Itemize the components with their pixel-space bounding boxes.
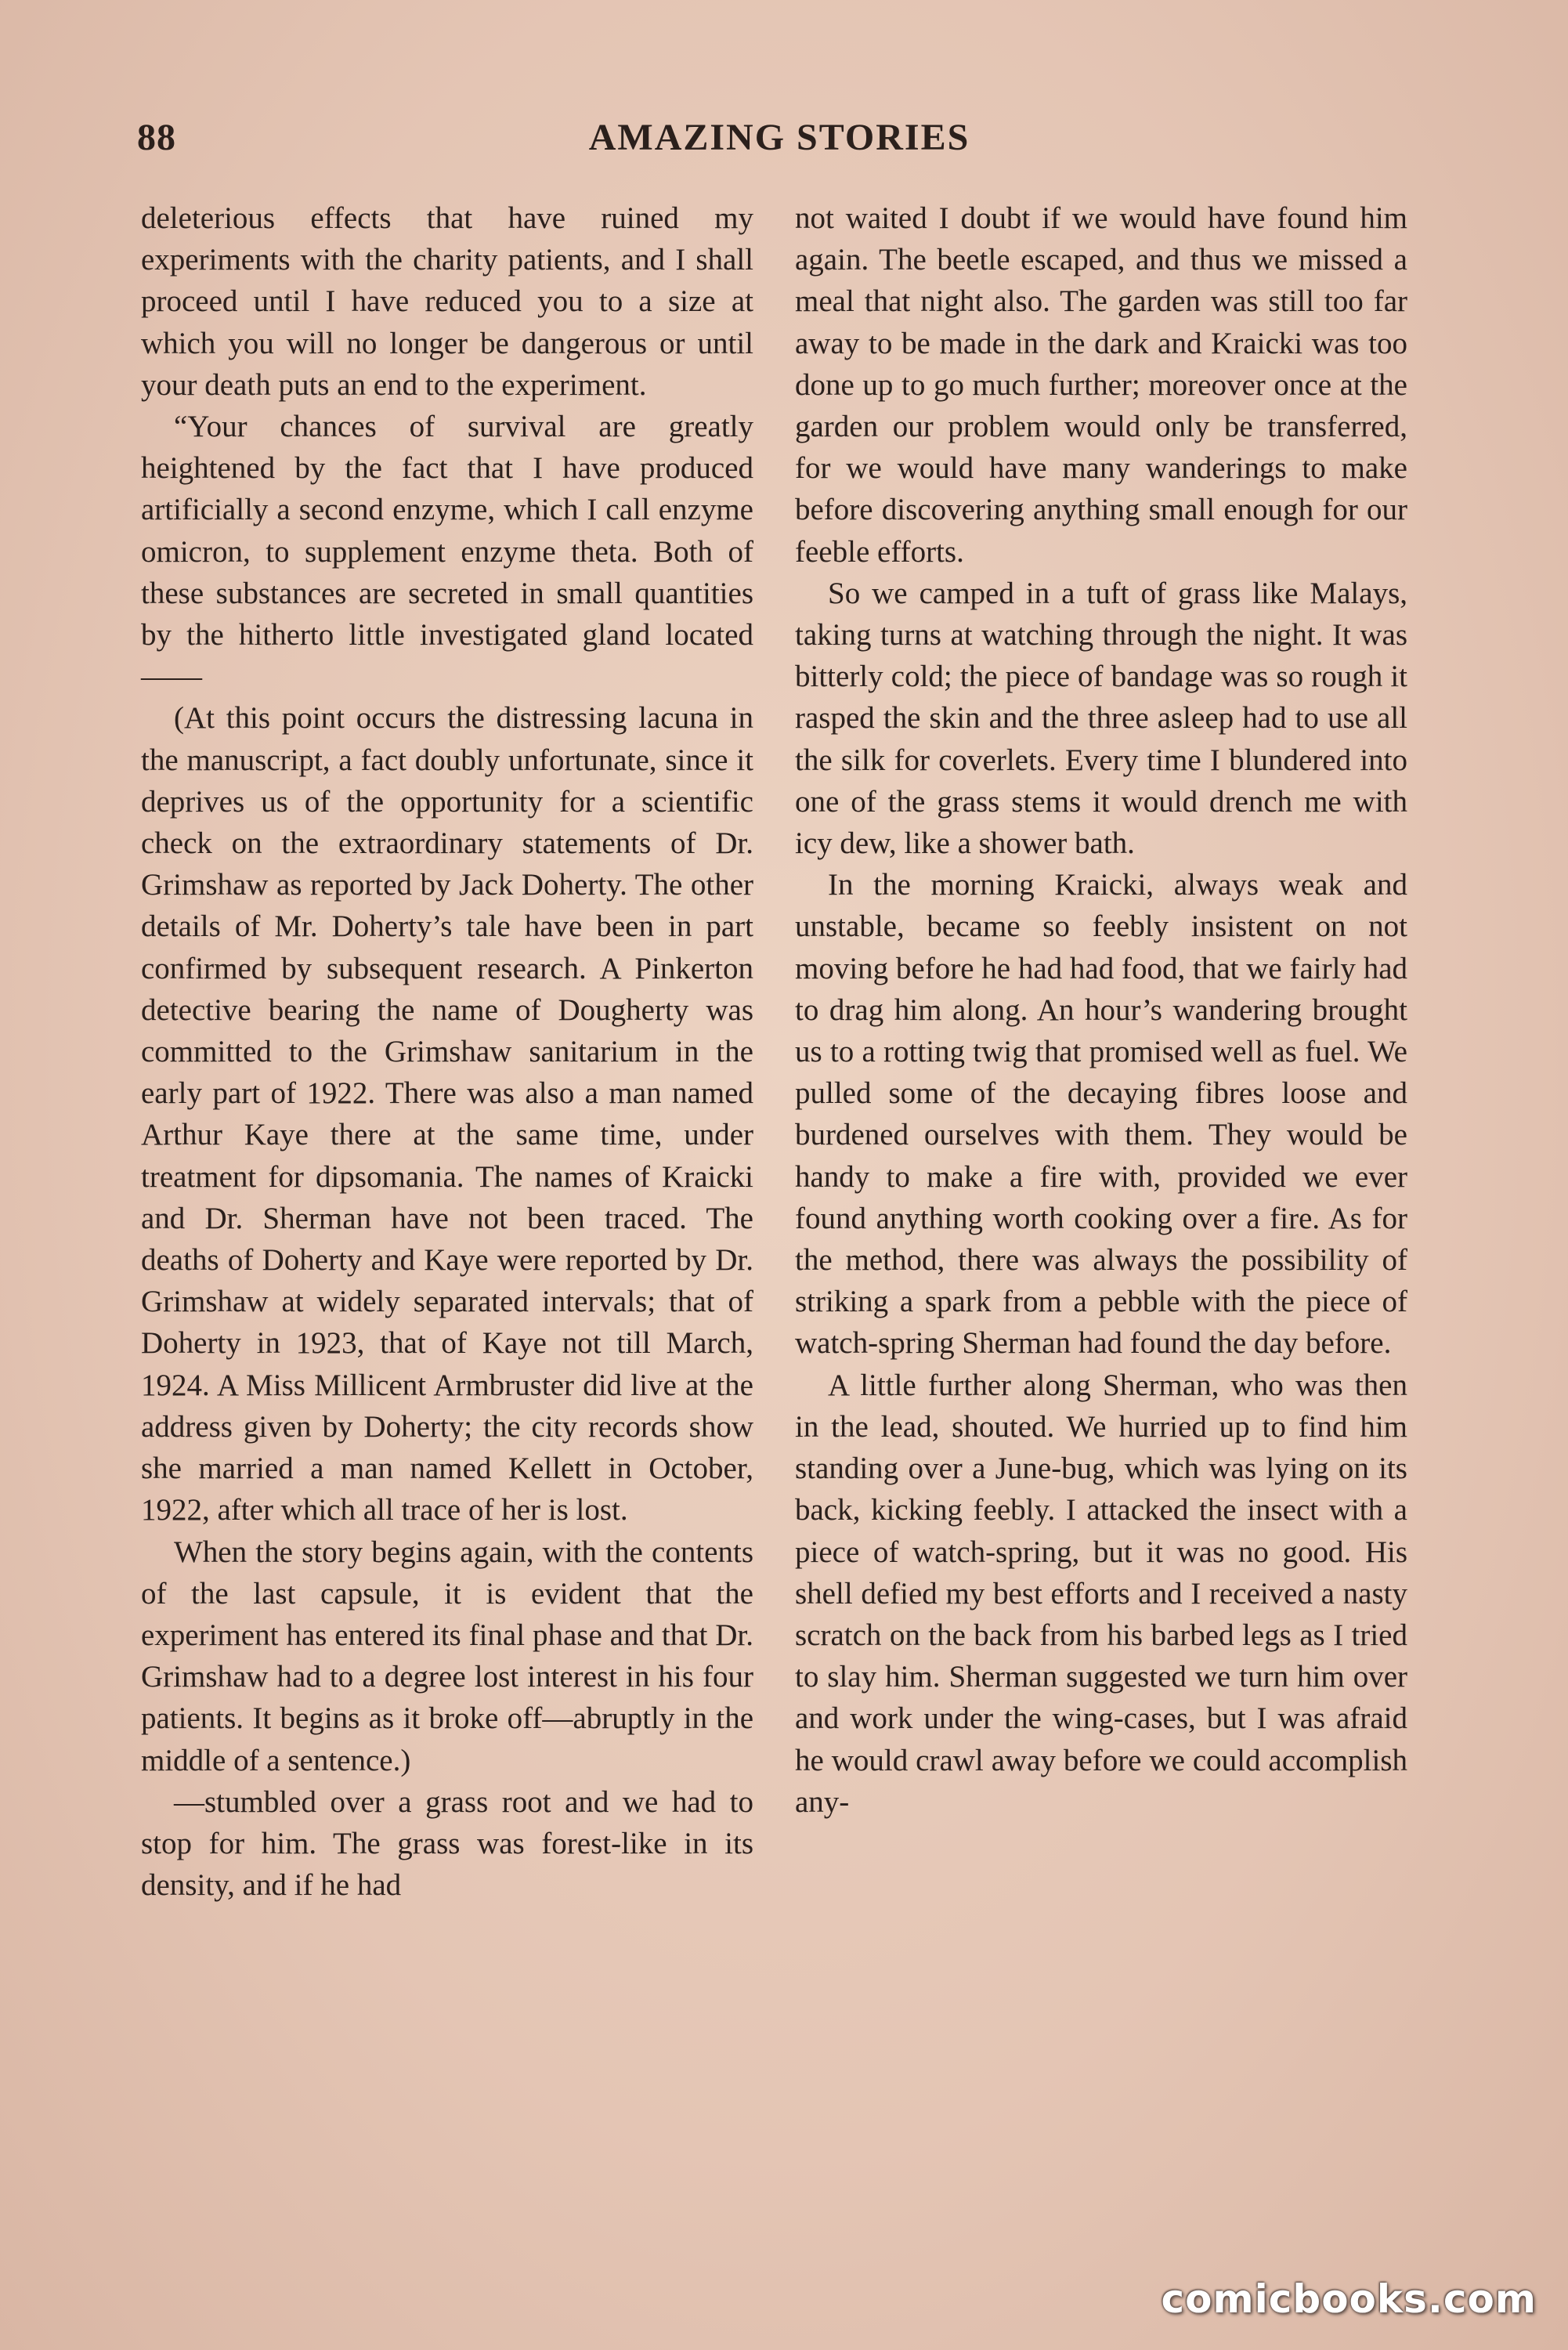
left-column: [141, 197, 753, 1906]
watermark: comicbooks.com: [1161, 2276, 1537, 2322]
paragraph: deleterious effects that have ruined my experiments with the charity patients, and I shall proceed until I have reduced you to a size at which you will no longer be dangerous or until your death puts an end to the experiment.: [141, 201, 753, 402]
paragraph: In the morning Kraicki, always weak and unstable, became so feebly insistent on not moving before he had had food, that we fairly had to drag him along. An hour’s wandering brought us to a rotting twig that promised well as fuel. We pulled some of the decaying fibres loose and burdened ourselves with them. They would be handy to make a fire with, provided we ever found anything worth cooking over a fire. As for the method, there was always the possibility of striking a spark from a pebble with the piece of watch-spring Sherman had found the day before.: [795, 868, 1407, 1361]
running-head: AMAZING STORIES: [588, 117, 970, 158]
paragraph: “Your chances of survival are greatly heightened by the fact that I have produced artificially a second enzyme, which I call enzyme omicron, to supplement enzyme theta. Both of these substances are secreted in small quantities by the hitherto little investigated gland located——: [141, 410, 753, 694]
right-column: [795, 197, 1407, 1823]
paragraph: When the story begins again, with the contents of the last capsule, it is evident that the experiment has entered its final phase and that Dr. Grimshaw had to a degree lost interest in his four patients. It begins as it broke off—abruptly in the middle of a sentence.): [141, 1535, 753, 1777]
paragraph: A little further along Sherman, who was then in the lead, shouted. We hurried up to find him standing over a June-bug, which was lying on its back, kicking feebly. I attacked the insect with a piece of watch-spring, but it was no good. His shell defied my best efforts and I received a nasty scratch on the back from his barbed legs as I tried to slay him. Sherman suggested we turn him over and work under the wing-cases, but I was afraid he would crawl away before we could accomplish any-: [795, 1368, 1407, 1819]
page-header: [137, 110, 1422, 172]
paragraph: not waited I doubt if we would have found him again. The beetle escaped, and thus we missed a meal that night also. The garden was still too far away to be made in the dark and Kraicki was too done up to go much further; moreover once at the garden our problem would only be transferred, for we would have many wanderings to make before discovering anything small enough for our feeble efforts.: [795, 201, 1407, 569]
paragraph: —stumbled over a grass root and we had to stop for him. The grass was forest-like in its density, and if he had: [141, 1784, 753, 1903]
paragraph: So we camped in a tuft of grass like Malays, taking turns at watching through the night. It was bitterly cold; the piece of bandage was so rough it rasped the skin and the three asleep had to use all the silk for coverlets. Every time I blundered into one of the grass stems it would drench me with icy dew, like a shower bath.: [795, 576, 1407, 861]
page-number: 88: [137, 117, 176, 158]
paragraph: (At this point occurs the distressing lacuna in the manuscript, a fact doubly unfortunate, since it deprives us of the opportunity for a scientific check on the extraordinary statements of Dr. Grimshaw as reported by Jack Doherty. The other details of Mr. Doherty’s tale have been in part confirmed by subsequent research. A Pinkerton detective bearing the name of Dougherty was committed to the Grimshaw sanitarium in the early part of 1922. There was also a man named Arthur Kaye there at the same time, under treatment for dipsomania. The names of Kraicki and Dr. Sherman have not been traced. The deaths of Doherty and Kaye were reported by Dr. Grimshaw at widely separated intervals; that of Doherty in 1923, that of Kaye not till March, 1924. A Miss Millicent Armbruster did live at the address given by Doherty; the city records show she married a man named Kellett in October, 1922, after which all trace of her is lost.: [141, 701, 753, 1528]
